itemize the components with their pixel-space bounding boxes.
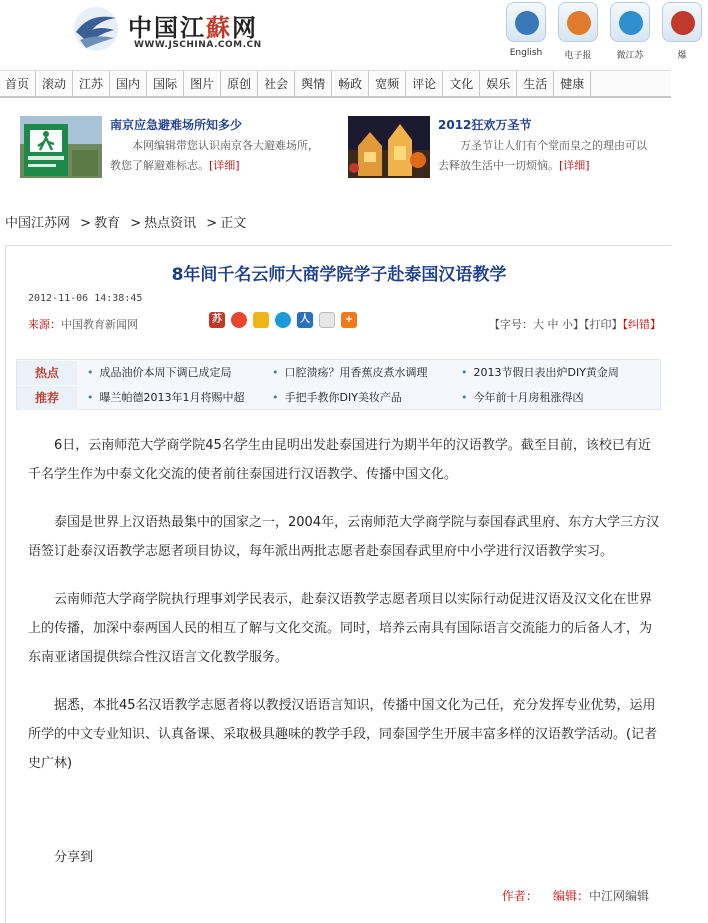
breadcrumb-current: 正文 [220, 216, 247, 231]
logo-bird-icon [70, 4, 122, 54]
site-header [0, 0, 687, 68]
promo-desc: 本网编辑带您认识南京各大避难场所，教您了解避难标志。[详细] [110, 139, 319, 172]
nav-item-jiangsu[interactable]: 江苏 [73, 71, 110, 97]
nav-item-entertainment[interactable]: 娱乐 [480, 71, 517, 97]
editor-label: 编辑： [552, 889, 589, 903]
promo-more-link[interactable]: [详细] [209, 159, 240, 172]
logo-wordmark: 中国江蘇网 [128, 13, 258, 42]
nav-item-culture[interactable]: 文化 [443, 71, 480, 97]
hot-link[interactable]: • 口腔溃疡？用香蕉皮煮水调理 [272, 361, 428, 385]
report-icon [662, 2, 702, 42]
share-weibo-icon[interactable] [231, 312, 247, 328]
nav-item-commentary[interactable]: 评论 [406, 71, 443, 97]
nav-item-pictures[interactable]: 图片 [184, 71, 221, 97]
article-byline [502, 887, 649, 904]
source-link[interactable]: 中国教育新闻网 [61, 318, 138, 331]
share-qzone-icon[interactable] [253, 312, 269, 328]
promo-title[interactable]: 南京应急避难场所知多少 [110, 118, 243, 132]
breadcrumb-hot-news[interactable]: 热点资讯 [144, 216, 197, 231]
promo-card [20, 112, 330, 182]
nav-item-domestic[interactable]: 国内 [110, 71, 147, 97]
recommend-link[interactable]: • 曝兰帕德2013年1月将赐中超 [87, 386, 245, 410]
share-to-label: 分享到 [54, 850, 94, 865]
promo-title[interactable]: 2012狂欢万圣节 [438, 118, 532, 132]
article-paragraph: 泰国是世界上汉语热最集中的国家之一，2004年，云南师范大学商学院与泰国春武里府、东方大学三方汉语签订赴泰汉语教学志愿者项目协议，每年派出两批志愿者赴泰国春武里府中小学进行汉语教学实习。 [28, 515, 660, 559]
hot-label: 热点 [17, 361, 77, 385]
nav-item-public-opinion[interactable]: 舆情 [295, 71, 332, 97]
share-copy-icon[interactable] [319, 312, 335, 328]
article-title: 8年间千名云师大商学院学子赴泰国汉语教学 [171, 265, 507, 285]
nav-item-life[interactable]: 生活 [517, 71, 554, 97]
recommend-row [17, 386, 662, 410]
recommend-label: 推荐 [17, 386, 77, 410]
article-paragraph: 据悉，本批45名汉语教学志愿者将以教授汉语语言知识，传播中国文化为己任，充分发挥专业优势，运用所学的中文专业知识、认真备课、采取极具趣味的教学手段，同泰国学生开展丰富多样的汉语教学活动。(记者 史广林) [28, 698, 658, 771]
main-nav [0, 70, 671, 98]
share-more-icon[interactable]: + [341, 312, 357, 328]
nav-item-politics[interactable]: 畅政 [332, 71, 369, 97]
article-date: 2012-11-06 14:38:45 [28, 293, 143, 304]
english-icon [506, 2, 546, 42]
article-paragraph: 6日，云南师范大学商学院45名学生由昆明出发赴泰国进行为期半年的汉语教学。截至目前，该校已有近千名学生作为中泰文化交流的使者前往泰国进行汉语教学、传播中国文化。 [28, 438, 651, 482]
chevron-right-icon: > [80, 216, 92, 231]
english-link[interactable]: English [500, 2, 552, 58]
editor-name: 中江网编辑 [588, 889, 649, 903]
hot-link[interactable]: • 成品油价本周下调已成定局 [87, 361, 232, 385]
hot-links-box [16, 359, 661, 410]
weibo-icon [610, 2, 650, 42]
share-icons [209, 312, 363, 330]
epaper-link[interactable]: 电子报 [552, 2, 604, 61]
author-label: 作者： [501, 889, 538, 903]
share-tencent-icon[interactable] [275, 312, 291, 328]
share-renren-icon[interactable]: 人 [297, 312, 313, 328]
article-tools [489, 316, 661, 332]
hot-link[interactable]: • 2013节假日表出炉DIY黄金周 [461, 361, 619, 385]
chevron-right-icon: > [206, 216, 218, 231]
weibo-jiangsu-link[interactable]: 微江苏 [604, 2, 656, 61]
report-link[interactable]: 爆 [656, 2, 708, 61]
promo-more-link[interactable]: [详细] [559, 159, 590, 172]
nav-item-health[interactable]: 健康 [554, 71, 591, 97]
share-jiangsu-icon[interactable]: 苏 [209, 312, 225, 328]
nav-item-international[interactable]: 国际 [147, 71, 184, 97]
article-body [28, 431, 660, 797]
nav-item-rolling[interactable]: 滚动 [36, 71, 73, 97]
nav-item-society[interactable]: 社会 [258, 71, 295, 97]
font-size-control[interactable]: 【字号：大 中 小】 [489, 318, 584, 331]
report-error-button[interactable]: 【纠错】 [622, 318, 661, 331]
source-label: 来源： [28, 318, 61, 331]
print-button[interactable]: 【打印】 [584, 318, 623, 331]
promo-desc: 万圣节让人们有个堂而皇之的理由可以去释放生活中一切烦恼。[详细] [438, 139, 647, 172]
nav-item-home[interactable]: 首页 [0, 71, 36, 97]
header-quick-links [500, 2, 687, 64]
site-logo[interactable] [70, 4, 270, 56]
promo-image-halloween[interactable] [348, 116, 430, 178]
recommend-link[interactable]: • 手把手教你DIY美妆产品 [272, 386, 402, 410]
newspaper-icon [558, 2, 598, 42]
article-source [28, 316, 138, 332]
promo-card [348, 112, 658, 182]
logo-url: WWW.JSCHINA.COM.CN [134, 40, 262, 50]
recommend-link[interactable]: • 今年前十月房租涨得凶 [461, 386, 584, 410]
hot-row [17, 361, 662, 385]
breadcrumb-home[interactable]: 中国江苏网 [5, 216, 71, 231]
nav-item-video[interactable]: 宽频 [369, 71, 406, 97]
breadcrumb [5, 212, 246, 231]
article-container [5, 245, 671, 923]
nav-item-original[interactable]: 原创 [221, 71, 258, 97]
promo-image-evacuation[interactable] [20, 116, 102, 178]
chevron-right-icon: > [130, 216, 142, 231]
article-paragraph: 云南师范大学商学院执行理事刘学民表示，赴泰汉语教学志愿者项目以实际行动促进汉语及汉文化在世界上的传播，加深中泰两国人民的相互了解与文化交流。同时，培养云南具有国际语言交流能力的后备人才，为东南亚诸国提供综合性汉语言文化教学服务。 [28, 592, 653, 665]
breadcrumb-education[interactable]: 教育 [94, 216, 121, 231]
